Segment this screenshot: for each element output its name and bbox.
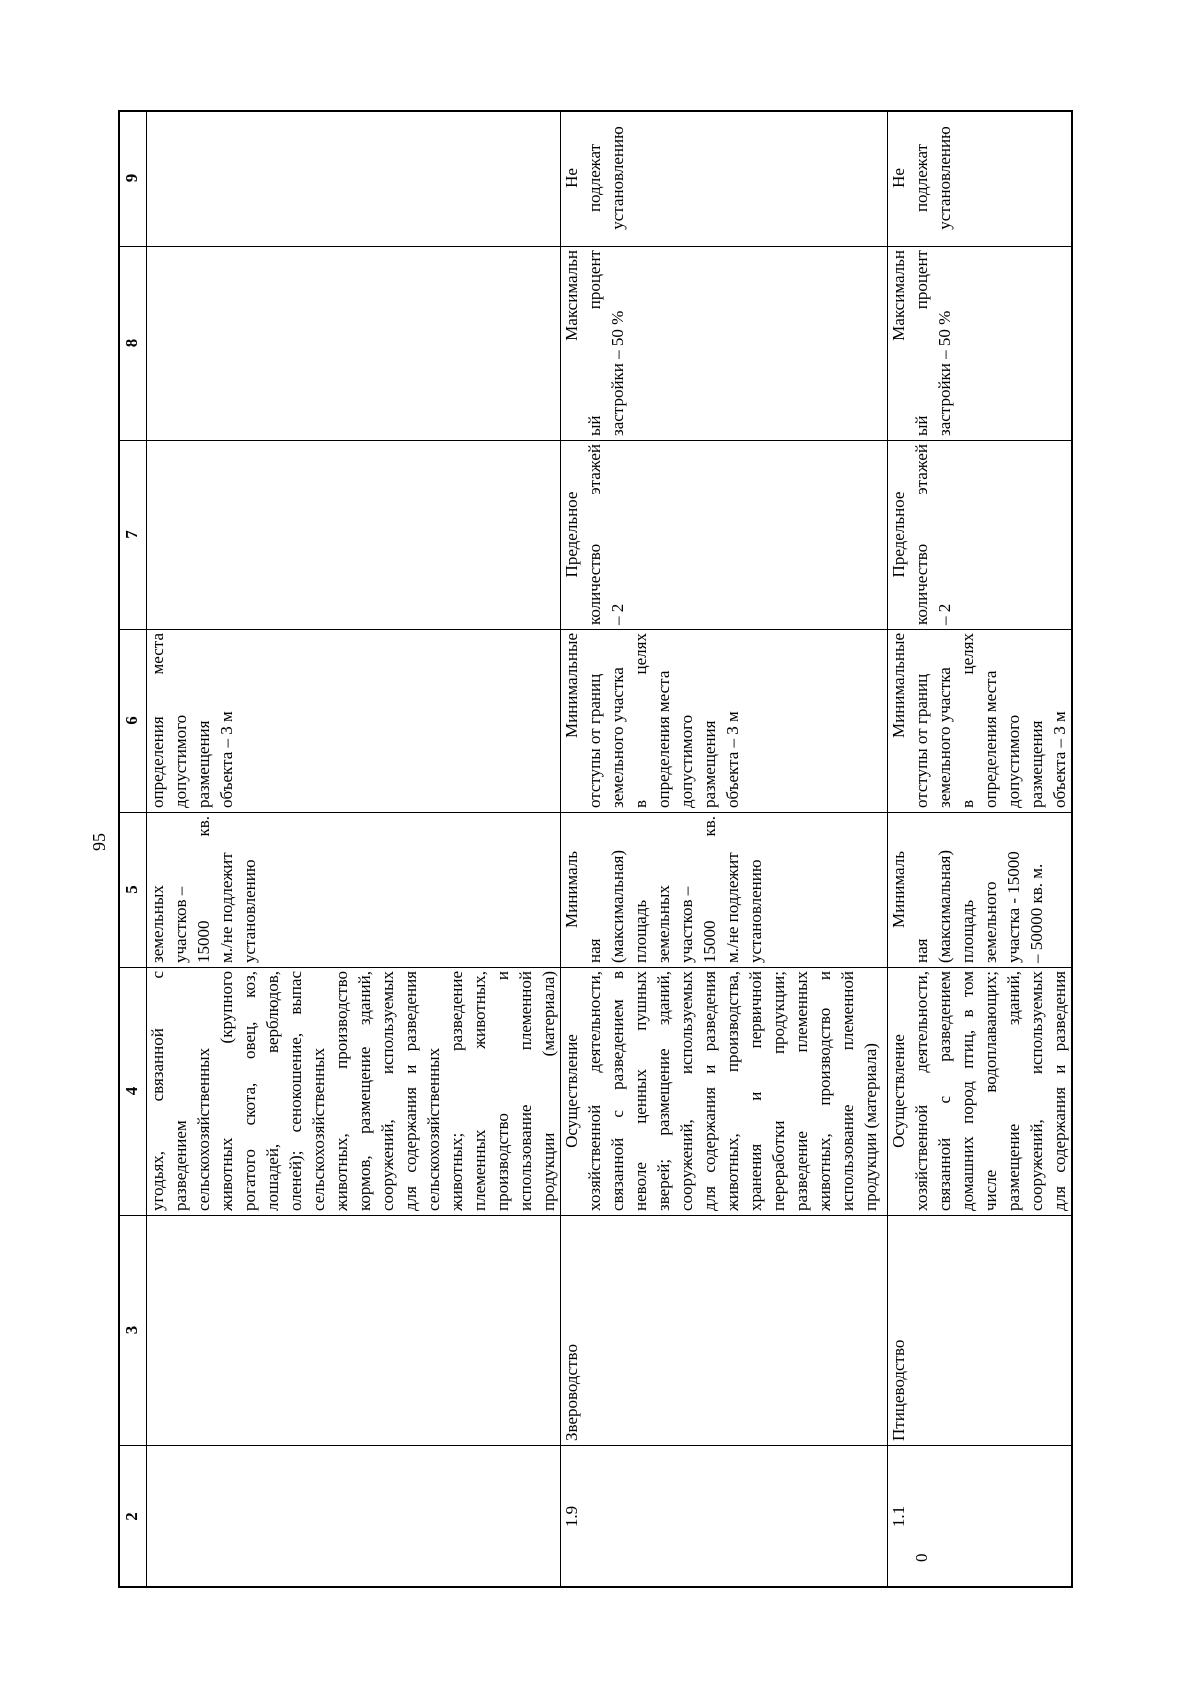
row-a-description-text: угодьях, связанной с разведением сельскохозяйственных животных (крупного рогатого скота, овец, коз, лошадей, верблюдов, оленей); сенокошение, выпас сельскохозяйственных животных, производство кормов, размещение зданий, сооружений, используемых для содержания и разведения сельскохозяйственных животных; разведение племенных животных, производство и использование племенной продукции (материала) bbox=[148, 971, 558, 1211]
row-c-code bbox=[887, 1445, 1073, 1588]
header-col-3: 3 bbox=[122, 1325, 141, 1335]
row-b-other-text: Не подлежат установлению bbox=[562, 126, 627, 230]
row-b-area bbox=[560, 812, 887, 967]
row-c-coverage bbox=[887, 246, 1073, 440]
header-col-8: 8 bbox=[122, 338, 141, 348]
header-col-6: 6 bbox=[122, 716, 141, 725]
row-a-setbacks bbox=[146, 629, 560, 812]
row-b-floors bbox=[560, 440, 887, 629]
row-a-area-text: земельных участков – 15000 кв. м./не подлежит установлению bbox=[148, 816, 259, 963]
row-b-coverage-text: Максимальн ый процент застройки – 50 % bbox=[562, 250, 627, 436]
row-a-area bbox=[146, 812, 560, 967]
header-col-5: 5 bbox=[122, 885, 141, 894]
row-c-name: Птицеводство bbox=[889, 1339, 908, 1441]
row-b-setbacks-text: Минимальные отступы от границ земельного участка в целях определения места допустимого размещения объекта – 3 м bbox=[562, 633, 742, 808]
row-c-area bbox=[887, 812, 1073, 967]
page-number: 95 bbox=[89, 833, 109, 851]
row-b-description-text: Осуществление хозяйственной деятельности, связанной с разведением в неволе ценных пушных зверей; размещение зданий, сооружений, используемых для содержания и разведения животных, производства, хранения и первичной переработки продукции; разведение племенных животных, производство и использование племенной продукции (материала) bbox=[562, 971, 880, 1211]
row-c-floors-text: Предельное количество этажей – 2 bbox=[889, 444, 954, 625]
row-b-name: Звероводство bbox=[562, 1344, 581, 1441]
row-c-code-text: 1.1 0 bbox=[889, 1505, 931, 1562]
row-b-coverage bbox=[560, 246, 887, 440]
row-c-description-text: Осуществление хозяйственной деятельности, связанной с разведением домашних пород птиц, в том числе водоплавающих; размещение зданий, сооружений, используемых для содержания и разведения bbox=[889, 971, 1069, 1211]
row-b-setbacks bbox=[560, 629, 887, 812]
row-a-description bbox=[146, 967, 560, 1215]
row-c-floors bbox=[887, 440, 1073, 629]
header-col-4: 4 bbox=[122, 1086, 141, 1096]
row-b-code: 1.9 bbox=[562, 1505, 581, 1528]
row-c-other-text: Не подлежат установлению bbox=[889, 126, 954, 230]
row-c-coverage-text: Максимальн ый процент застройки – 50 % bbox=[889, 250, 954, 436]
row-c-other bbox=[887, 110, 1073, 246]
row-b-floors-text: Предельное количество этажей – 2 bbox=[562, 444, 627, 625]
row-c-description bbox=[887, 967, 1073, 1215]
row-c-setbacks-text: Минимальные отступы от границ земельного участка в целях определения места допустимого размещения объекта – 3 м bbox=[889, 633, 1069, 808]
header-col-9: 9 bbox=[122, 173, 141, 183]
header-col-7: 7 bbox=[122, 530, 141, 539]
row-b-description bbox=[560, 967, 887, 1215]
row-b-area-text: Минималь ная (максимальная) площадь земельных участков – 15000 кв. м./не подлежит установлению bbox=[562, 816, 765, 963]
header-col-2: 2 bbox=[122, 1512, 141, 1521]
row-c-area-text: Минималь ная (максимальная) площадь земельного участка - 15000 – 50000 кв. м. bbox=[889, 849, 1046, 963]
row-b-other bbox=[560, 110, 887, 246]
row-a-setbacks-text: определения места допустимого размещения объекта – 3 м bbox=[148, 633, 236, 808]
row-c-setbacks bbox=[887, 629, 1073, 812]
